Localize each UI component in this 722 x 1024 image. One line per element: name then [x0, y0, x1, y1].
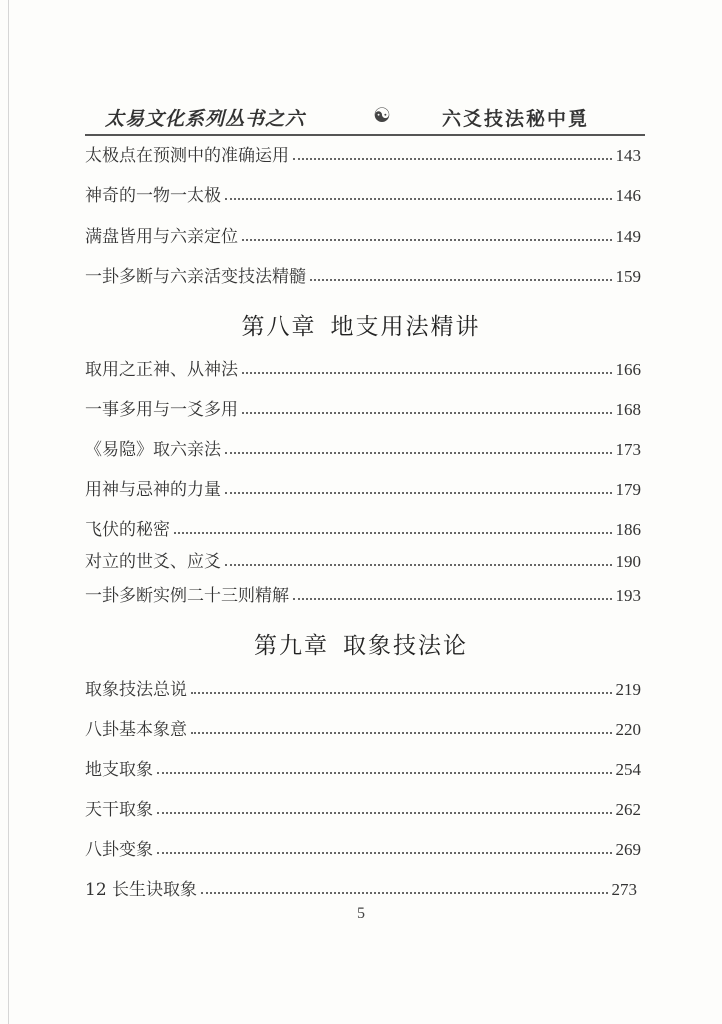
chapter-heading: [0, 627, 722, 660]
toc-entry[interactable]: [85, 180, 641, 206]
toc-entry-page: 173: [615, 440, 641, 459]
toc-entry-page: 159: [615, 267, 641, 286]
leader-dots: [293, 158, 612, 160]
toc-entry-page: 179: [615, 480, 641, 499]
leader-dots: [157, 772, 612, 774]
leader-dots: [225, 452, 612, 454]
toc-entry[interactable]: [85, 874, 637, 900]
leader-dots: [225, 492, 612, 494]
toc-entry-title: 12 长生诀取象: [85, 880, 198, 900]
leader-dots: [242, 239, 612, 241]
book-title: 六爻技法秘中覓: [441, 108, 589, 130]
toc-entry-page: 186: [615, 520, 641, 539]
toc-entry[interactable]: [85, 674, 641, 700]
chapter-number: 第九章: [254, 633, 329, 659]
leader-dots: [242, 412, 612, 414]
toc-entry[interactable]: [85, 514, 641, 540]
series-title: 太易文化系列丛书之六: [105, 108, 306, 130]
toc-entry[interactable]: [85, 434, 641, 460]
leader-dots: [225, 564, 612, 566]
toc-entry-title: 一卦多断与六亲活变技法精髓: [85, 267, 306, 287]
chapter-title: 地支用法精讲: [330, 314, 481, 340]
toc-entry-page: 168: [615, 400, 641, 419]
toc-entry-page: 190: [615, 552, 641, 571]
leader-dots: [191, 732, 612, 734]
leader-dots: [201, 892, 607, 894]
toc-entry-title: 神奇的一物一太极: [85, 186, 221, 206]
toc-entry-page: 262: [615, 800, 641, 819]
toc-entry-page: 193: [615, 586, 641, 605]
toc-entry[interactable]: [85, 474, 641, 500]
toc-entry-title: 对立的世爻、应爻: [85, 552, 221, 572]
toc-entry-title: 飞伏的秘密: [85, 520, 170, 540]
toc-entry-title: 《易隐》取六亲法: [85, 440, 221, 460]
leader-dots: [310, 279, 612, 281]
toc-entry[interactable]: [85, 140, 641, 166]
toc-entry[interactable]: [85, 394, 641, 420]
toc-entry-title: 一事多用与一爻多用: [85, 400, 238, 420]
running-header: [105, 100, 645, 134]
chapter-title: 取象技法论: [343, 633, 468, 659]
toc-entry-title: 八卦变象: [85, 840, 153, 860]
toc-entry-page: 143: [615, 146, 641, 165]
toc-entry-title: 满盘皆用与六亲定位: [85, 227, 238, 247]
toc-entry[interactable]: [85, 546, 641, 572]
toc-entry-title: 太极点在预测中的准确运用: [85, 146, 289, 166]
leader-dots: [174, 532, 612, 534]
taiji-logo-icon: ☯: [373, 103, 391, 127]
chapter-heading: [0, 308, 722, 341]
toc-entry-page: 220: [615, 720, 641, 739]
toc-entry-title: 地支取象: [85, 760, 153, 780]
toc-entry[interactable]: [85, 580, 641, 606]
leader-dots: [157, 812, 612, 814]
toc-entry-page: 146: [615, 186, 641, 205]
chapter-number: 第八章: [241, 314, 317, 340]
toc-entry-page: 149: [615, 227, 641, 246]
leader-dots: [157, 852, 612, 854]
toc-entry-page: 219: [615, 680, 641, 699]
toc-entry-title: 天干取象: [85, 800, 153, 820]
leader-dots: [242, 372, 612, 374]
toc-entry[interactable]: [85, 354, 641, 380]
header-rule: [85, 134, 645, 136]
toc-entry-page: 273: [611, 880, 637, 899]
toc-entry-page: 254: [615, 760, 641, 779]
toc-entry-title: 八卦基本象意: [85, 720, 187, 740]
toc-entry-title: 取用之正神、从神法: [85, 360, 238, 380]
toc-entry[interactable]: [85, 261, 641, 287]
toc-entry[interactable]: [85, 714, 641, 740]
toc-entry[interactable]: [85, 794, 641, 820]
scan-edge-line: [8, 0, 9, 1024]
page-number: 5: [357, 905, 365, 922]
toc-entry-page: 166: [615, 360, 641, 379]
toc-entry-page: 269: [615, 840, 641, 859]
toc-entry[interactable]: [85, 754, 641, 780]
toc-entry[interactable]: [85, 834, 641, 860]
leader-dots: [225, 198, 612, 200]
toc-entry-title: 一卦多断实例二十三则精解: [85, 586, 289, 606]
leader-dots: [293, 598, 612, 600]
toc-entry[interactable]: [85, 221, 641, 247]
toc-entry-title: 用神与忌神的力量: [85, 480, 221, 500]
toc-entry-title: 取象技法总说: [85, 680, 187, 700]
leader-dots: [191, 692, 612, 694]
